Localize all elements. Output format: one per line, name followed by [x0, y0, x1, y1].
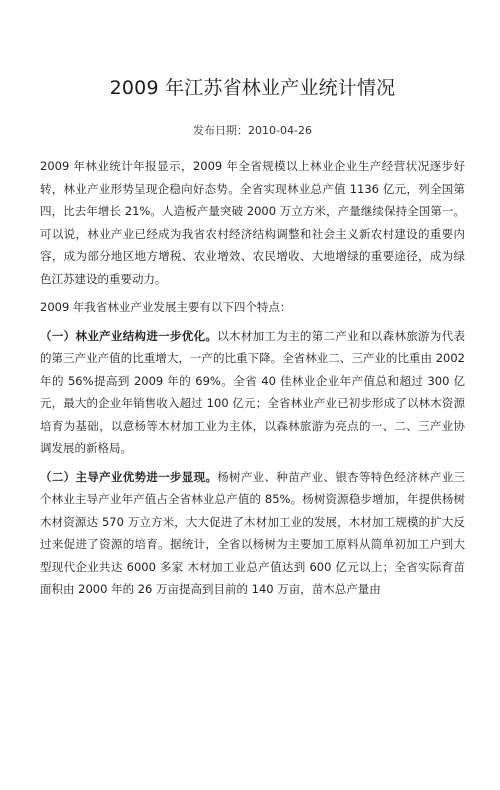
publish-date-value: 2010-04-26	[248, 124, 312, 137]
publish-date	[40, 123, 465, 139]
paragraph-text: 2009 年林业统计年报显示，2009 年全省规模以上林业企业生产经营状况逐步好转，林业产业形势呈现企稳向好态势。全省实现林业总产值 1136 亿元，列全国第四，比去年增长 21%。人造板产量突破 2000 万立方米，产量继续保持全国第一。可以说，林业产业已经成为我省农村经济结构调整和社会主义新农村建设的重要内容，成为部分地区地方增税、农业增效、农民增收、大地增绿的重要途径，成为绿色江苏建设的重要动力。	[40, 159, 465, 286]
paragraph-text: 2009 年我省林业产业发展主要有以下四个特点：	[40, 300, 292, 314]
paragraph-text: 以木材加工为主的第二产业和以森林旅游为代表的第三产业产值的比重增大，一产的比重下降。全省林业二、三产业的比重由 2002 年的 56%提高到 2009 年的 69%。全省 40 佳林业企业年产值总和超过 300 亿元，最大的企业年销售收入超过 100 亿元；全省林业产业已初步形成了以林木资源培育为基础，以意杨等木材加工业为主体，以森林旅游为亮点的一、二、三产业协调发展的新格局。	[40, 328, 466, 455]
publish-date-label: 发布日期：	[193, 124, 249, 137]
paragraph-intro	[40, 155, 465, 290]
article-body	[40, 155, 465, 601]
article-title: 2009 年江苏省林业产业统计情况	[109, 77, 396, 99]
paragraph-lead: （二）主导产业优势进一步显现。	[40, 469, 218, 484]
paragraph-text: 杨树产业、种苗产业、银杏等特色经济林产业三个林业主导产业年产值占全省林业总产值的 85%。杨树资源稳步增加，年提供杨树木材资源达 570 万立方米，大大促进了木材加工业的发展，木材加工规模的扩大反过来促进了资源的培育。据统计，全省以杨树为主要加工原料从简单初加工户到大型现代企业共达 6000 多家 木材加工业总产值达到 600 亿元以上；全省实际育苗面积由 2000 年的 26 万亩提高到目前的 140 万亩，苗木总产量由	[40, 469, 466, 596]
paragraph-features-intro	[40, 296, 465, 319]
paragraph-lead: （一）林业产业结构进一步优化。	[40, 328, 218, 343]
paragraph-feature-1	[40, 325, 465, 460]
paragraph-feature-2	[40, 466, 465, 601]
